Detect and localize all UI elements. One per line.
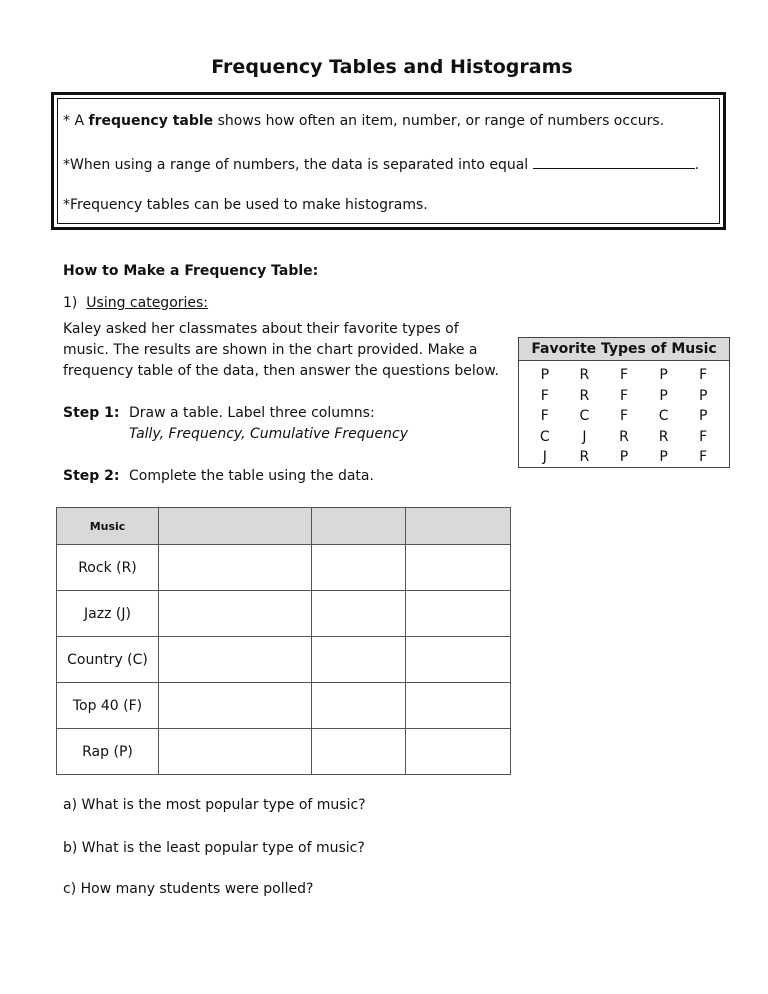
data-cell: P bbox=[659, 367, 668, 383]
data-cell: R bbox=[579, 449, 590, 466]
data-cell: P bbox=[698, 387, 708, 404]
step2-text: Complete the table using the data. bbox=[129, 468, 374, 484]
favorite-music-grid bbox=[519, 361, 729, 468]
step1-columns: Tally, Frequency, Cumulative Frequency bbox=[129, 426, 409, 442]
data-cell: R bbox=[658, 428, 669, 445]
favorite-music-title: Favorite Types of Music bbox=[519, 338, 729, 361]
data-cell: R bbox=[579, 387, 590, 404]
page-title: Frequency Tables and Histograms bbox=[211, 56, 573, 78]
step2-label: Step 2: bbox=[63, 468, 120, 484]
data-cell: C bbox=[579, 408, 590, 425]
category-label: Rock (R) bbox=[57, 545, 159, 591]
category-label: Rap (P) bbox=[57, 729, 159, 775]
table-row bbox=[57, 545, 511, 591]
blank-cell[interactable] bbox=[406, 545, 511, 591]
category-label: Jazz (J) bbox=[57, 591, 159, 637]
music-column-header: Music bbox=[57, 508, 159, 545]
blank-cell[interactable] bbox=[159, 591, 312, 637]
blank-cell[interactable] bbox=[159, 637, 312, 683]
blank-cell[interactable] bbox=[406, 637, 511, 683]
definition-histograms: *Frequency tables can be used to make histograms. bbox=[63, 197, 428, 213]
howto-heading: How to Make a Frequency Table: bbox=[63, 263, 319, 279]
frequency-table-worksheet bbox=[56, 507, 511, 775]
step1-text: Draw a table. Label three columns: bbox=[129, 405, 375, 421]
favorite-music-data-table bbox=[518, 337, 730, 468]
data-cell: F bbox=[699, 367, 708, 383]
table-header-row bbox=[57, 508, 511, 545]
data-cell: P bbox=[659, 387, 668, 404]
data-cell: F bbox=[619, 387, 629, 404]
data-cell: P bbox=[619, 449, 629, 466]
category-label: Country (C) bbox=[57, 637, 159, 683]
section-heading: 1) Using categories: bbox=[63, 295, 209, 311]
problem-text-line-3: frequency table of the data, then answer the questions below. bbox=[63, 363, 499, 379]
blank-cell[interactable] bbox=[312, 729, 406, 775]
blank-cell[interactable] bbox=[159, 729, 312, 775]
data-cell: R bbox=[619, 428, 629, 445]
data-cell: J bbox=[582, 428, 587, 445]
data-cell: F bbox=[619, 408, 629, 425]
blank-cell[interactable] bbox=[159, 683, 312, 729]
data-cell: P bbox=[698, 408, 708, 425]
data-cell: C bbox=[658, 408, 669, 425]
blank-cell[interactable] bbox=[159, 545, 312, 591]
problem-text-line-1: Kaley asked her classmates about their favorite types of bbox=[63, 321, 459, 337]
data-cell: P bbox=[659, 449, 668, 466]
blank-cell[interactable] bbox=[312, 683, 406, 729]
blank-header-cell[interactable] bbox=[312, 508, 406, 545]
blank-header-cell[interactable] bbox=[406, 508, 511, 545]
definition-range: *When using a range of numbers, the data is separated into equal . bbox=[63, 157, 700, 173]
blank-cell[interactable] bbox=[406, 683, 511, 729]
question-b: b) What is the least popular type of music? bbox=[63, 840, 365, 856]
blank-cell[interactable] bbox=[406, 591, 511, 637]
data-cell: R bbox=[579, 367, 590, 383]
blank-cell[interactable] bbox=[312, 545, 406, 591]
question-a: a) What is the most popular type of music? bbox=[63, 797, 366, 813]
blank-cell[interactable] bbox=[406, 729, 511, 775]
table-row bbox=[57, 637, 511, 683]
table-row bbox=[57, 683, 511, 729]
data-cell: J bbox=[542, 449, 547, 466]
blank-cell[interactable] bbox=[312, 591, 406, 637]
data-cell: C bbox=[539, 428, 550, 445]
blank-cell[interactable] bbox=[312, 637, 406, 683]
data-cell: P bbox=[540, 367, 550, 383]
problem-text-line-2: music. The results are shown in the chart provided. Make a bbox=[63, 342, 478, 358]
data-cell: F bbox=[699, 449, 708, 466]
table-row bbox=[57, 591, 511, 637]
data-cell: F bbox=[699, 428, 708, 445]
data-cell: F bbox=[540, 408, 549, 425]
category-label: Top 40 (F) bbox=[57, 683, 159, 729]
blank-header-cell[interactable] bbox=[159, 508, 312, 545]
question-c: c) How many students were polled? bbox=[63, 881, 314, 897]
data-cell: F bbox=[619, 367, 629, 383]
table-row bbox=[57, 729, 511, 775]
fill-in-blank[interactable] bbox=[533, 155, 695, 169]
definition-frequency-table: * A frequency table shows how often an item, number, or range of numbers occurs. bbox=[63, 113, 665, 129]
step1-label: Step 1: bbox=[63, 405, 120, 421]
data-cell: F bbox=[540, 387, 549, 404]
